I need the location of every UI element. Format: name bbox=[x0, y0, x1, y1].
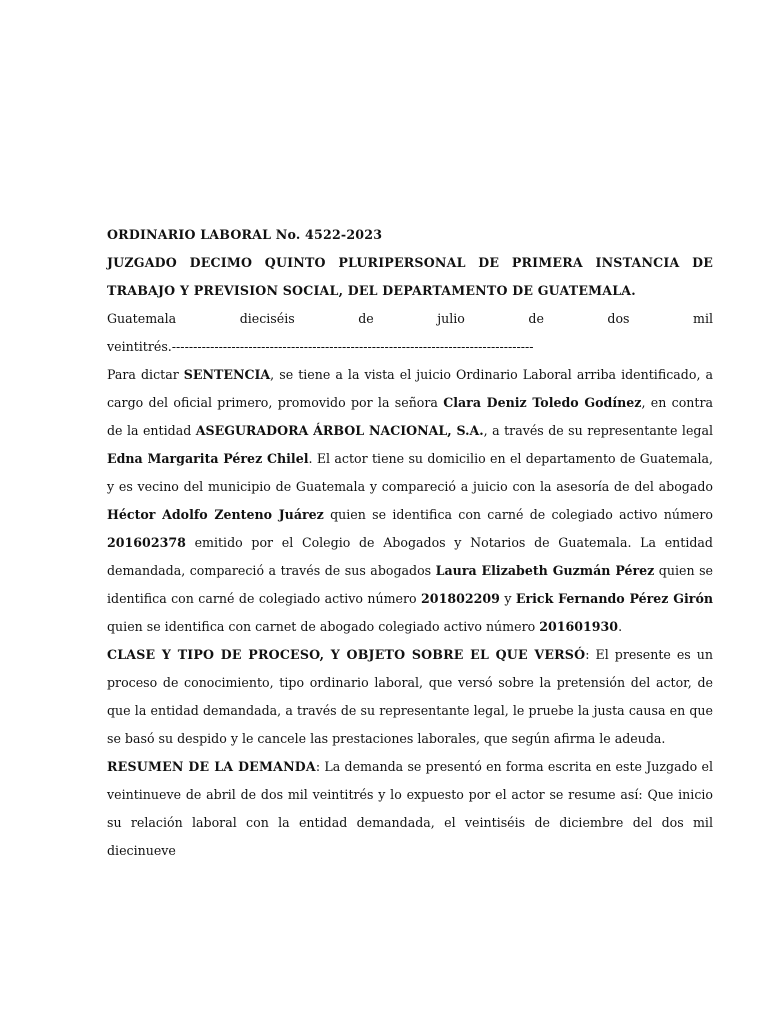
clase-heading: CLASE Y TIPO DE PROCESO, Y OBJETO SOBRE EL QUE VERSÓ bbox=[107, 647, 586, 662]
defendant-lawyer-1-number: 201802209 bbox=[421, 591, 500, 606]
paragraph-text: , a través de su representante legal bbox=[483, 423, 713, 438]
date-word: dieciséis bbox=[239, 311, 295, 326]
legal-representative: Edna Margarita Pérez Chilel bbox=[107, 451, 309, 466]
date-tail: veintitrés. bbox=[107, 339, 172, 354]
document-page bbox=[107, 0, 713, 1024]
date-word: de bbox=[358, 311, 374, 326]
paragraph-clase bbox=[107, 641, 713, 753]
date-word: mil bbox=[693, 311, 714, 326]
court-name-end: . bbox=[631, 283, 636, 298]
resumen-text: : La demanda se presentó en forma escrita en este Juzgado el veintinueve de abril de dos mil veintitrés y lo expuesto por el actor se resume así: Que inicio su relación laboral con la entidad demandada, el veintiséis de diciembre del dos mil diecinueve bbox=[107, 759, 713, 858]
defendant-lawyer-2-number: 201601930 bbox=[539, 619, 619, 634]
date-line-end-text bbox=[107, 333, 538, 361]
date-word: de bbox=[528, 311, 544, 326]
paragraph-resumen bbox=[107, 753, 713, 865]
paragraph-text: . El actor tiene su domicilio en el departamento de Guatemala, y es vecino del municipio de Guatemala y compareció a juicio con la asesoría de del abogado bbox=[107, 451, 713, 494]
dash-fill: ------------------------------------------------------------------------------------- bbox=[171, 339, 534, 354]
date-line bbox=[107, 305, 713, 333]
paragraph-text: Para dictar bbox=[107, 367, 184, 382]
plaintiff-lawyer-number: 201602378 bbox=[107, 535, 186, 550]
clase-text: : El presente es un proceso de conocimiento, tipo ordinario laboral, que versó sobre la pretensión del actor, de que la entidad demandada, a través de su representante legal, le pruebe la justa causa en que se basó su despido y le cancele las prestaciones laborales, que según afirma le adeuda. bbox=[107, 647, 713, 746]
defendant-lawyer-1: Laura Elizabeth Guzmán Pérez bbox=[435, 563, 655, 578]
plaintiff-lawyer: Héctor Adolfo Zenteno Juárez bbox=[107, 507, 324, 522]
defendant-lawyer-2: Erick Fernando Pérez Girón bbox=[515, 591, 714, 606]
defendant-entity: ASEGURADORA ÁRBOL NACIONAL, S.A. bbox=[195, 423, 484, 438]
paragraph-text: quien se identifica con carné de colegiado activo número bbox=[107, 563, 713, 606]
sentencia-label: SENTENCIA bbox=[183, 367, 271, 382]
paragraph-text: quien se identifica con carnet de abogado colegiado activo número bbox=[107, 619, 540, 634]
paragraph-text: y bbox=[499, 591, 516, 606]
paragraph-text: , se tiene a la vista el juicio Ordinario Laboral arriba identificado, a cargo del oficial primero, promovido por la señora bbox=[107, 367, 714, 410]
paragraph-text: quien se identifica con carné de colegiado activo número bbox=[323, 507, 713, 522]
paragraph-text: . bbox=[618, 619, 623, 634]
paragraph-parties bbox=[107, 361, 713, 641]
plaintiff-name: Clara Deniz Toledo Godínez bbox=[443, 395, 642, 410]
case-number: ORDINARIO LABORAL No. 4522-2023 bbox=[107, 227, 383, 242]
date-word: dos bbox=[607, 311, 630, 326]
paragraph-text: , en contra de la entidad bbox=[107, 395, 713, 438]
date-line-end bbox=[107, 333, 713, 361]
resumen-heading: RESUMEN DE LA DEMANDA bbox=[107, 759, 316, 774]
date-word: Guatemala bbox=[107, 311, 177, 326]
court-name bbox=[107, 249, 713, 305]
court-name-text: JUZGADO DECIMO QUINTO PLURIPERSONAL DE PRIMERA INSTANCIA DE TRABAJO Y PREVISION SOCIAL, DEL DEPARTAMENTO DE GUATEMALA bbox=[107, 255, 713, 298]
date-word: julio bbox=[437, 311, 465, 326]
paragraph-text: emitido por el Colegio de Abogados y Notarios de Guatemala. La entidad demandada, compareció a través de sus abogados bbox=[107, 535, 713, 578]
